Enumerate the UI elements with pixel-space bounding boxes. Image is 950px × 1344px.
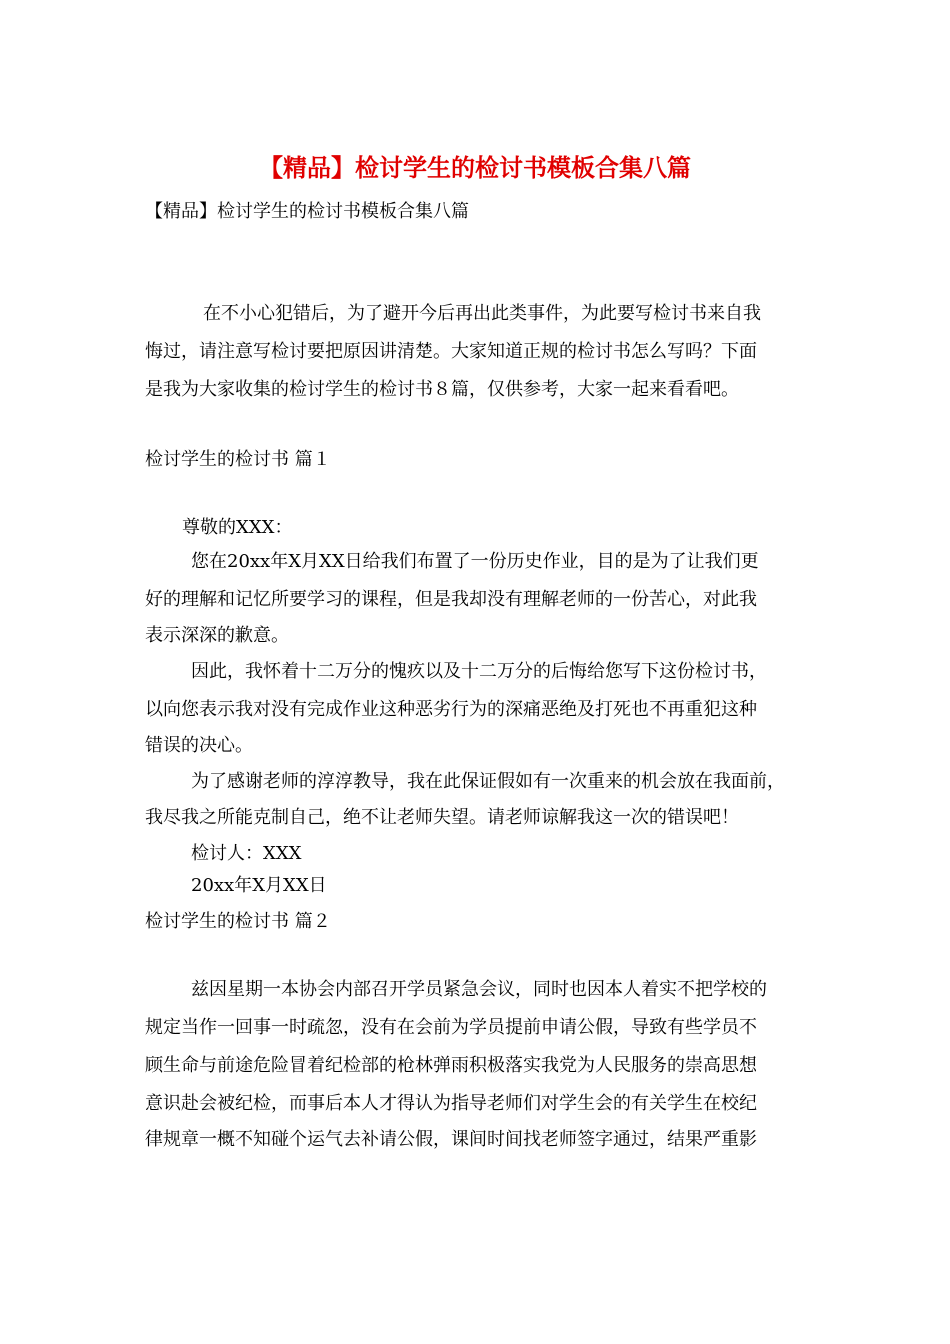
- body-line: 规定当作一回事一时疏忽，没有在会前为学员提前申请公假，导致有些学员不: [145, 1017, 757, 1038]
- section-heading-2: 检讨学生的检讨书 篇２: [145, 911, 331, 932]
- body-line: 以向您表示我对没有完成作业这种恶劣行为的深痛恶绝及打死也不再重犯这种: [145, 699, 757, 720]
- body-line: 表示深深的歉意。: [145, 625, 289, 646]
- body-line: 为了感谢老师的淳淳教导，我在此保证假如有一次重来的机会放在我面前，: [191, 771, 785, 792]
- intro-line: 悔过，请注意写检讨要把原因讲清楚。大家知道正规的检讨书怎么写吗？下面: [145, 341, 757, 362]
- document-subtitle: 【精品】检讨学生的检讨书模板合集八篇: [145, 201, 469, 222]
- body-line: 错误的决心。: [145, 735, 253, 756]
- intro-line: 是我为大家收集的检讨学生的检讨书８篇，仅供参考，大家一起来看看吧。: [145, 379, 739, 400]
- signature-date: 20xx年X月XX日: [191, 875, 327, 896]
- salutation: 尊敬的XXX：: [182, 517, 293, 538]
- body-line: 好的理解和记忆所要学习的课程，但是我却没有理解老师的一份苦心，对此我: [145, 589, 757, 610]
- body-line: 顾生命与前途危险冒着纪检部的枪林弹雨积极落实我党为人民服务的崇高思想: [145, 1055, 757, 1076]
- body-line: 您在20xx年X月XX日给我们布置了一份历史作业，目的是为了让我们更: [191, 551, 759, 572]
- body-line: 兹因星期一本协会内部召开学员紧急会议，同时也因本人着实不把学校的: [191, 979, 767, 1000]
- body-line: 因此，我怀着十二万分的愧疚以及十二万分的后悔给您写下这份检讨书，: [191, 661, 767, 682]
- body-line: 我尽我之所能克制自己，绝不让老师失望。请老师谅解我这一次的错误吧！: [145, 807, 739, 828]
- body-line: 律规章一概不知碰个运气去补请公假，课间时间找老师签字通过，结果严重影: [145, 1129, 757, 1150]
- section-heading-1: 检讨学生的检讨书 篇１: [145, 449, 331, 470]
- body-line: 意识赴会被纪检，而事后本人才得认为指导老师们对学生会的有关学生在校纪: [145, 1093, 757, 1114]
- intro-line: 在不小心犯错后，为了避开今后再出此类事件，为此要写检讨书来自我: [203, 303, 761, 324]
- signature: 检讨人：XXX: [191, 843, 302, 864]
- document-title: 【精品】检讨学生的检讨书模板合集八篇: [259, 154, 691, 182]
